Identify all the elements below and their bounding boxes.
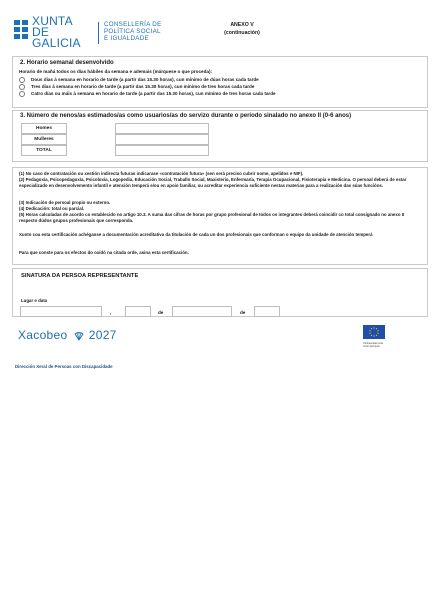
annex-heading [204,21,280,37]
radio-icon[interactable] [19,91,25,97]
eu-caption [363,342,383,348]
row-label-homes: Homes [21,123,67,134]
logo-line-2: DE GALICIA [32,25,81,50]
input-total[interactable] [115,145,209,156]
dept-line-1: CONSELLERÍA DE [104,21,162,28]
input-mulleres[interactable] [115,134,209,145]
xacobeo-word: Xacobeo [18,328,68,342]
scallop-shell-icon [74,331,84,341]
xacobeo-year: 2027 [88,328,117,342]
option-label: Dous días á semana en horario de tarde (a partir das 15.30 horas), cun mínimo de dúas horas cada tarde [31,77,259,83]
eu-flag-icon [363,325,385,339]
year-field[interactable] [254,306,280,317]
logo-divider [98,22,99,44]
schedule-option-1[interactable] [19,77,259,83]
attachment-statement: Xunto coa esta certificación achéganse a documentación acreditativa da titulación de cada un dos profesionais que conforman o equipo da unidade de atención temperá [19,232,373,237]
input-homes[interactable] [115,123,209,134]
dept-line-3: E IGUALDADE [104,35,149,43]
de-separator-1: de [158,310,164,315]
schedule-option-2[interactable] [19,84,254,90]
xunta-logo [14,14,98,50]
footer-organization: Dirección Xeral de Persoas con Discapacidade [15,364,113,369]
annex-title: ANEXO V [230,22,254,28]
note-4: (4) Dedicación: total ou parcial. [19,206,85,211]
xunta-flag-icon [14,20,28,40]
section-3-children [12,110,428,162]
place-field[interactable] [20,306,102,317]
certify-statement: Para que conste para os efectos do oxidó na citada orde, asina esta certificación. [19,250,189,255]
radio-icon[interactable] [19,84,25,90]
place-date-label: Lugar e data [21,298,48,303]
eu-caption-line-1: Cofinanciado pola [363,342,384,345]
row-label-mulleres: Mulleres [21,134,67,145]
xacobeo-logo [18,328,117,342]
schedule-option-3[interactable] [19,91,276,97]
note-1: (1) No caso de contratación ou xestión indirecta futuras indicarase «contratación futura» (sen será preciso cubrir nome, apelidos e NIF). [19,171,304,176]
dept-line-2: POLÍTICA SOCIAL [104,28,161,36]
note-2: (2) Pedagoxía, Psicopedagoxía, Psicoloxía, Logopedia, Educación Social, Traballo Social, Maxisterio, Enfermaría, Terapia Ocupacional, Fisioterapia e Medicina. O persoal deberá de estar especializado en desenvolvemento infantil e atención temperá e/ou en apoio familiar, ou acreditar experiencia suficiente nestas materias para a realización das súas funcións. [19,177,407,188]
department-name [104,21,162,43]
signature-title: SINATURA DA PERSOA REPRESENTANTE [21,273,139,279]
row-label-total: TOTAL [21,145,67,156]
notes-section [12,167,428,265]
option-label: Catro días ou máis á semana en horario de tarde (a partir das 15.30 horas), cun mínimo de tres horas cada tarde [31,91,276,97]
note-5: (5) Horas calculadas de acordo co establecido no artigo 10.3. A suma das cifras de horas por grupo profesional de todos os integrantes deberá coincidir co total consignado no anexo II respecto dúdos grupos profesionais que corresponda. [19,212,405,223]
month-field[interactable] [172,306,232,317]
day-field[interactable] [125,306,151,317]
section-2-intro: Horario de mañá todos os días hábiles da semana e ademais (márquese o que proceda): [19,69,212,74]
annex-subtitle: (continuación) [224,30,260,36]
option-label: Tres días á semana en horario de tarde (a partir das 15.30 horas), cun mínimo de tres horas cada tarde [31,84,255,90]
de-separator-2: de [240,310,246,315]
radio-icon[interactable] [19,77,25,83]
section-2-schedule [12,56,428,108]
note-3: (3) Indicación de persoal propio ou externo. [19,200,111,205]
section-2-title: 2. Horario semanal desenvolvido [20,60,114,66]
logo-line-1: XUNTA [32,14,73,28]
comma-separator: , [110,310,112,315]
section-3-title: 3. Número de nenos/as estimados/as como usuarios/as do servizo durante o período sinalado no anexo II (0-6 anos) [20,113,352,119]
eu-caption-line-2: Unión Europea [363,345,380,348]
